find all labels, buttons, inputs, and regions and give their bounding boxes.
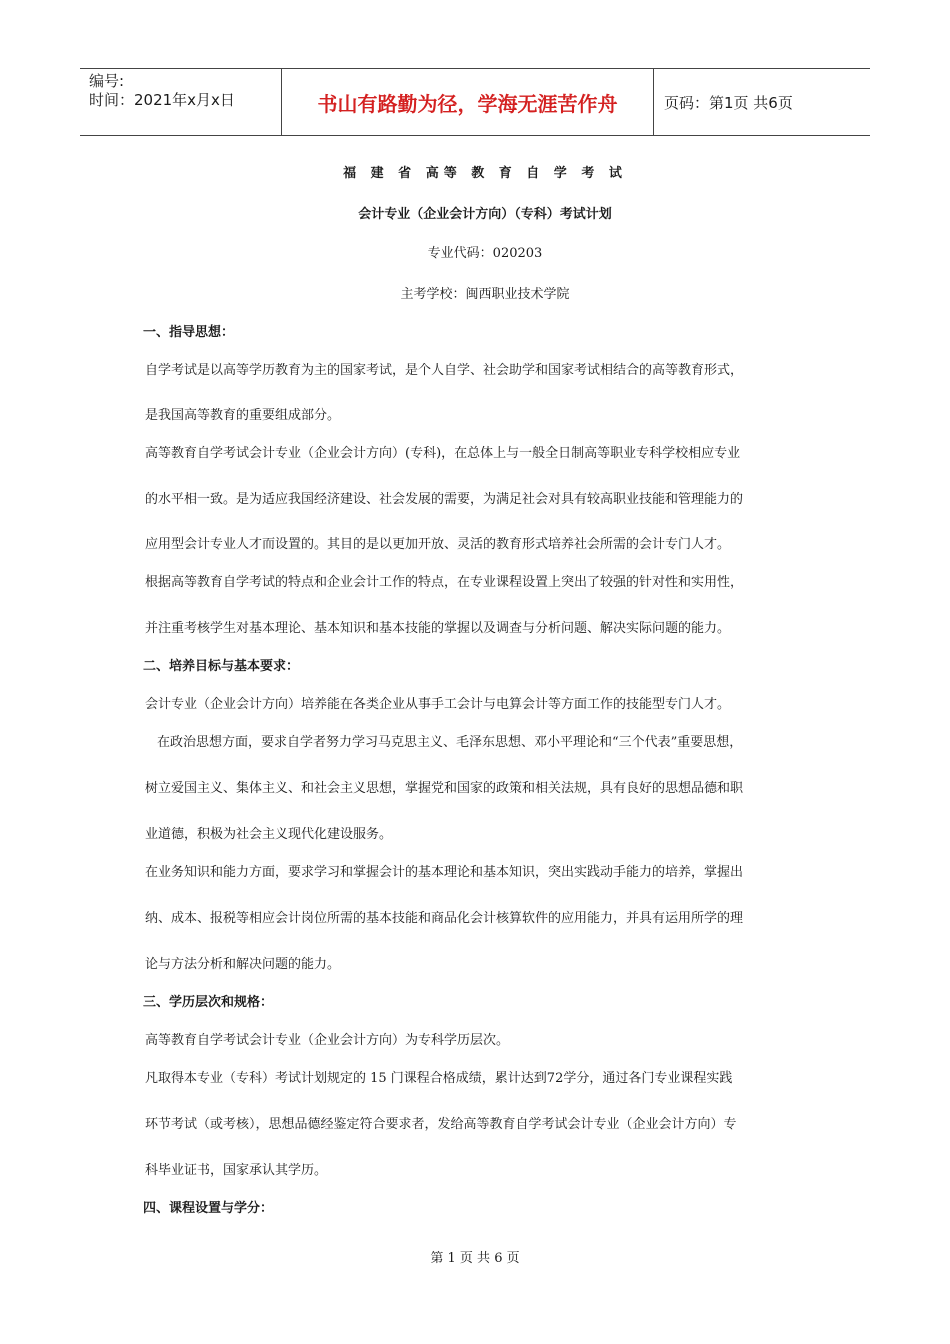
paragraph-line: 高等教育自学考试会计专业（企业会计方向）为专科学历层次。 bbox=[145, 1033, 510, 1048]
paragraph-line: 高等教育自学考试会计专业（企业会计方向）(专科)，在总体上与一般全日制高等职业专科学校相应专业 bbox=[145, 446, 741, 461]
section-1-heading: 一、指导思想： bbox=[143, 325, 235, 340]
paragraph-line: 应用型会计专业人才而设置的。其目的是以更加开放、灵活的教育形式培养社会所需的会计专门人才。 bbox=[145, 537, 731, 552]
paragraph-line: 在政治思想方面，要求自学者努力学习马克思主义、毛泽东思想、邓小平理论和“三个代表”重要思想， bbox=[157, 735, 743, 750]
paragraph-line: 论与方法分析和解决问题的能力。 bbox=[145, 957, 341, 972]
host-school: 主考学校：闽西职业技术学院 bbox=[400, 287, 570, 302]
paragraph-line: 根据高等教育自学考试的特点和企业会计工作的特点，在专业课程设置上突出了较强的针对性和实用性， bbox=[145, 575, 744, 590]
page-footer: 第 1 页 共 6 页 bbox=[430, 1251, 520, 1266]
doc-subtitle: 会计专业（企业会计方向）（专科）考试计划 bbox=[358, 207, 612, 222]
header-motto: 书山有路勤为径，学海无涯苦作舟 bbox=[281, 69, 654, 135]
paragraph-line: 环节考试（或考核），思想品德经鉴定符合要求者，发给高等教育自学考试会计专业（企业会计方向）专 bbox=[145, 1117, 737, 1132]
paragraph-line: 的水平相一致。是为适应我国经济建设、社会发展的需要，为满足社会对具有较高职业技能和管理能力的 bbox=[145, 492, 744, 507]
paragraph-line: 在业务知识和能力方面，要求学习和掌握会计的基本理论和基本知识，突出实践动手能力的培养，掌握出 bbox=[145, 865, 744, 880]
section-3-heading: 三、学历层次和规格： bbox=[143, 995, 274, 1010]
paragraph-line: 并注重考核学生对基本理论、基本知识和基本技能的掌握以及调查与分析问题、解决实际问题的能力。 bbox=[145, 621, 731, 636]
paragraph-line: 凡取得本专业（专科）考试计划规定的 15 门课程合格成绩，累计达到72学分，通过各门专业课程实践 bbox=[145, 1071, 733, 1086]
paragraph-line: 是我国高等教育的重要组成部分。 bbox=[145, 408, 341, 423]
paragraph-line: 纳、成本、报税等相应会计岗位所需的基本技能和商品化会计核算软件的应用能力，并具有运用所学的理 bbox=[145, 911, 744, 926]
paragraph-line: 科毕业证书，国家承认其学历。 bbox=[145, 1163, 328, 1178]
paragraph-line: 会计专业（企业会计方向）培养能在各类企业从事手工会计与电算会计等方面工作的技能型专门人才。 bbox=[145, 697, 731, 712]
major-code: 专业代码：020203 bbox=[427, 246, 543, 261]
paragraph-line: 自学考试是以高等学历教育为主的国家考试，是个人自学、社会助学和国家考试相结合的高等教育形式， bbox=[145, 363, 744, 378]
section-2-heading: 二、培养目标与基本要求： bbox=[143, 659, 300, 674]
document-body bbox=[145, 150, 825, 1216]
doc-number-label: 编号: bbox=[89, 72, 125, 90]
page-header bbox=[80, 68, 870, 136]
doc-time: 时间：2021年x月x日 bbox=[89, 91, 235, 109]
section-4-heading: 四、课程设置与学分： bbox=[143, 1201, 274, 1216]
doc-title: 福 建 省 高等 教 育 自 学 考 试 bbox=[343, 166, 627, 181]
header-left-cell bbox=[80, 69, 281, 135]
header-page-info: 页码：第1页 共6页 bbox=[664, 93, 793, 112]
paragraph-line: 树立爱国主义、集体主义、和社会主义思想，掌握党和国家的政策和相关法规，具有良好的思想品德和职 bbox=[145, 781, 744, 796]
paragraph-line: 业道德，积极为社会主义现代化建设服务。 bbox=[145, 827, 393, 842]
